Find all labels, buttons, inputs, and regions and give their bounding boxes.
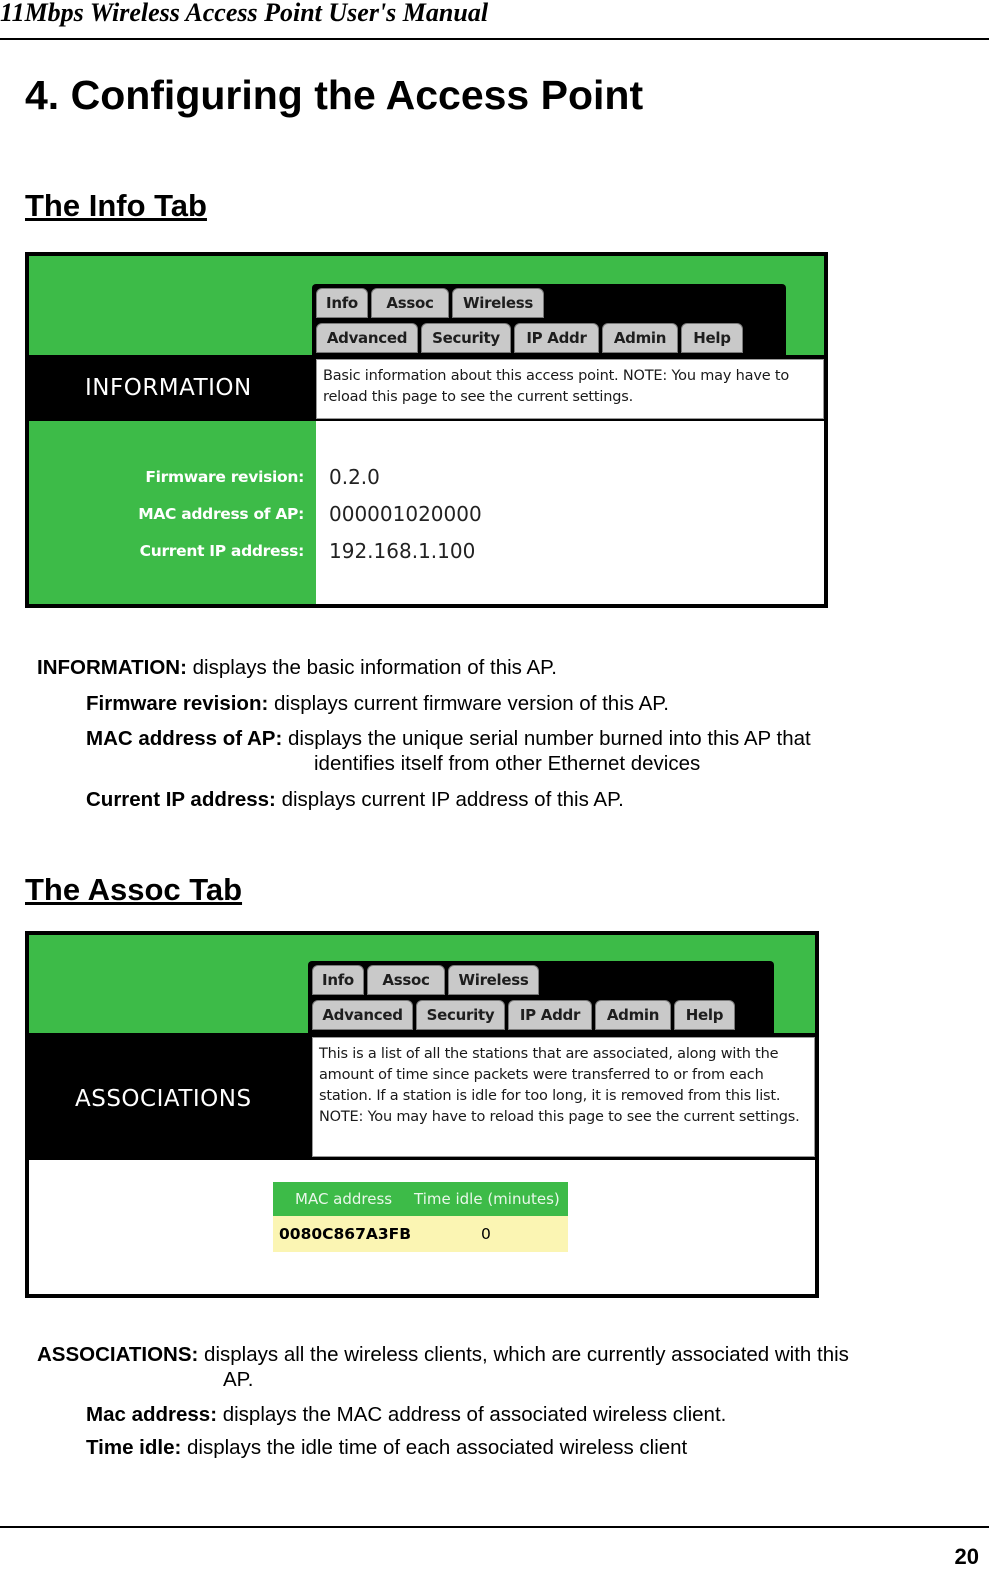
assoc-section-title: The Assoc Tab xyxy=(25,872,243,907)
tab-help[interactable]: Help xyxy=(681,323,743,353)
firmware-revision-label: Firmware revision: xyxy=(145,468,304,486)
tab-advanced[interactable]: Advanced xyxy=(316,323,418,353)
term: Time idle: xyxy=(86,1436,182,1459)
table-header xyxy=(273,1182,568,1216)
definition: displays the unique serial number burned into this AP that xyxy=(282,727,811,750)
information-description xyxy=(37,656,557,680)
tab-wireless[interactable]: Wireless xyxy=(448,965,539,995)
tab-security[interactable]: Security xyxy=(421,323,511,353)
manual-title: 11Mbps Wireless Access Point User's Manual xyxy=(0,0,489,27)
mac-address-description-continued: identifies itself from other Ethernet devices xyxy=(314,752,701,775)
tab-ip-addr[interactable]: IP Addr xyxy=(508,1000,592,1030)
tab-advanced[interactable]: Advanced xyxy=(312,1000,413,1030)
information-heading: INFORMATION xyxy=(85,375,252,401)
chapter-title: 4. Configuring the Access Point xyxy=(25,72,644,118)
associations-table xyxy=(273,1182,568,1252)
info-description: Basic information about this access point. NOTE: You may have to reload this page to see the current settings. xyxy=(316,359,824,419)
term: Firmware revision: xyxy=(86,692,269,715)
assoc-description: This is a list of all the stations that are associated, along with the amount of time since packets were transferred to or from each station. If a station is idle for too long, it is removed from this list. NOTE: You may have to reload this page to see the current settings. xyxy=(312,1037,815,1157)
tab-assoc[interactable]: Assoc xyxy=(367,965,445,995)
tab-info[interactable]: Info xyxy=(316,288,368,318)
running-header xyxy=(0,0,989,40)
term: MAC address of AP: xyxy=(86,727,283,750)
current-ip-description xyxy=(86,788,624,812)
associations-description-continued: AP. xyxy=(223,1368,254,1391)
mac-address-column-header: MAC address xyxy=(295,1190,393,1208)
tab-info[interactable]: Info xyxy=(312,965,364,995)
term: INFORMATION: xyxy=(37,656,187,679)
time-idle-column-header: Time idle (minutes) xyxy=(414,1190,560,1208)
tab-admin[interactable]: Admin xyxy=(602,323,678,353)
mac-address-item-description xyxy=(86,1403,726,1427)
tab-assoc[interactable]: Assoc xyxy=(371,288,449,318)
term: Current IP address: xyxy=(86,788,276,811)
current-ip-label: Current IP address: xyxy=(139,542,304,560)
associations-description xyxy=(37,1343,849,1367)
tab-wireless[interactable]: Wireless xyxy=(452,288,544,318)
tab-ip-addr[interactable]: IP Addr xyxy=(514,323,599,353)
definition: displays the MAC address of associated wireless client. xyxy=(217,1403,727,1426)
term: Mac address: xyxy=(86,1403,218,1426)
tab-help[interactable]: Help xyxy=(674,1000,735,1030)
definition: displays the idle time of each associated wireless client xyxy=(181,1436,688,1459)
info-section-title: The Info Tab xyxy=(25,188,207,223)
definition: displays current IP address of this AP. xyxy=(275,788,624,811)
definition: displays all the wireless clients, which are currently associated with this xyxy=(198,1343,849,1366)
firmware-revision-value: 0.2.0 xyxy=(329,465,380,489)
mac-address-value: 000001020000 xyxy=(329,502,482,526)
definition: displays current firmware version of this AP. xyxy=(268,692,669,715)
mac-address-description xyxy=(86,727,811,751)
associations-heading: ASSOCIATIONS xyxy=(75,1086,252,1112)
assoc-tab-screenshot xyxy=(25,931,819,1298)
page-number: 20 xyxy=(954,1544,979,1569)
info-tab-screenshot xyxy=(25,252,828,608)
table-row xyxy=(273,1216,568,1252)
mac-address-label: MAC address of AP: xyxy=(138,505,304,523)
firmware-revision-description xyxy=(86,692,669,716)
footer-rule xyxy=(0,1526,989,1528)
tab-admin[interactable]: Admin xyxy=(595,1000,671,1030)
current-ip-value: 192.168.1.100 xyxy=(329,539,476,563)
term: ASSOCIATIONS: xyxy=(37,1343,199,1366)
definition: displays the basic information of this AP. xyxy=(186,656,557,679)
time-idle-description xyxy=(86,1436,687,1460)
mac-address-cell: 0080C867A3FB xyxy=(279,1225,412,1243)
time-idle-cell: 0 xyxy=(481,1225,491,1243)
tab-security[interactable]: Security xyxy=(416,1000,505,1030)
